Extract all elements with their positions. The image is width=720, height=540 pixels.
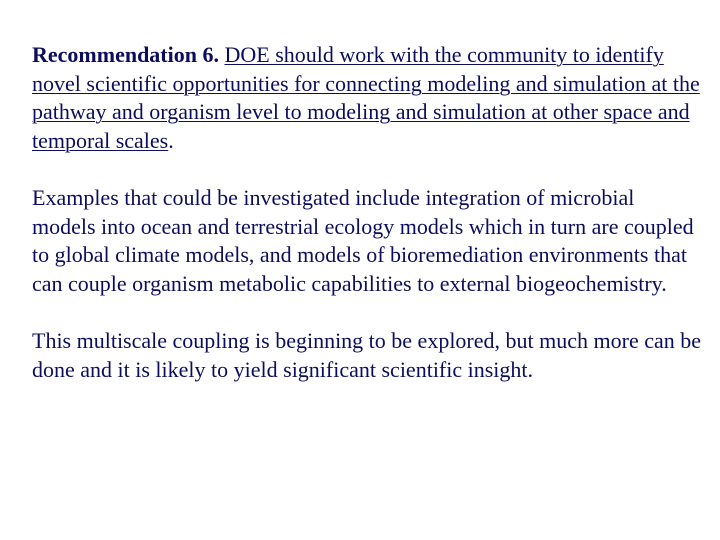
conclusion-paragraph: This multiscale coupling is beginning to be explored, but much more can be done and it is likely to yield significant scientific insight. bbox=[32, 327, 702, 382]
recommendation-text: DOE should work with the community to identify novel scientific opportunities for connecting modeling and simulation at the pathway and organism level to modeling and simulation at other space and temporal scales bbox=[32, 42, 700, 153]
examples-paragraph: Examples that could be investigated include integration of microbial models into ocean and terrestrial ecology models which in turn are coupled to global climate models, and models of bioremediation environments that can couple organism metabolic capabilities to external biogeochemistry. bbox=[32, 184, 694, 296]
slide-content bbox=[32, 41, 702, 384]
recommendation-period: . bbox=[168, 127, 174, 153]
recommendation-paragraph bbox=[32, 41, 702, 155]
recommendation-label: Recommendation 6. bbox=[32, 42, 219, 67]
